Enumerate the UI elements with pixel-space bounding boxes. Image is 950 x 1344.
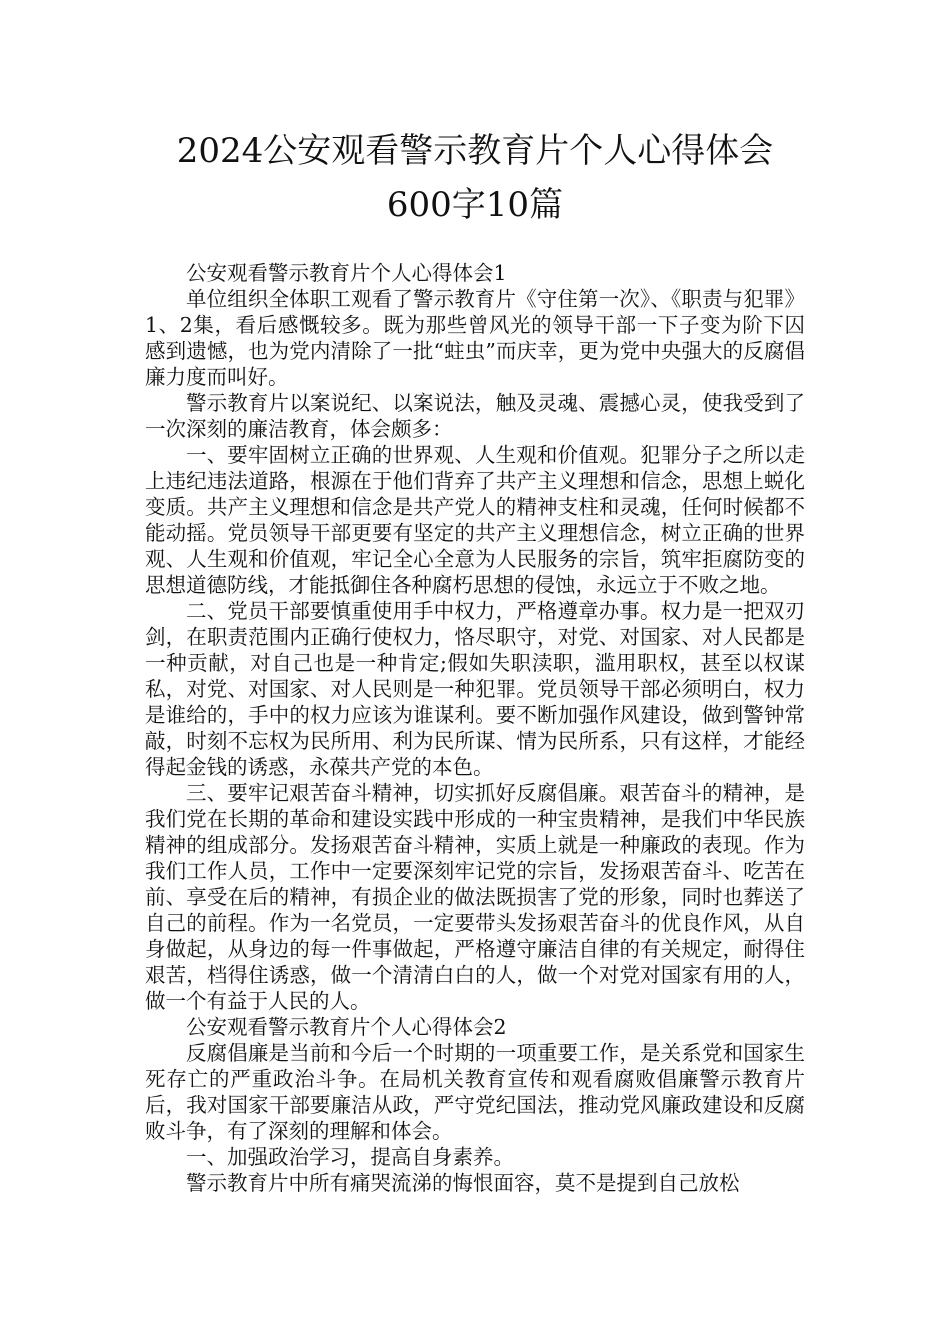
document-title [145, 124, 805, 232]
section-heading-2: 公安观看警示教育片个人心得体会2 [186, 1015, 507, 1039]
title-line-2: 600字10篇 [386, 185, 564, 225]
body-paragraph: 单位组织全体职工观看了警示教育片《守住第一次》、《职责与犯罪》1、2集，看后感慨较多。既为那些曾风光的领导干部一下子变为阶下囚感到遗憾，也为党内清除了一批“蛀虫”而庆幸，更为党中央强大的反腐倡廉力度而叫好。 [145, 287, 805, 389]
body-paragraph: 一、要牢固树立正确的世界观、人生观和价值观。犯罪分子之所以走上违纪违法道路，根源在于他们背弃了共产主义理想和信念，思想上蜕化变质。共产主义理想和信念是共产党人的精神支柱和灵魂，任何时候都不能动摇。党员领导干部更要有坚定的共产主义理想信念，树立正确的世界观、人生观和价值观，牢记全心全意为人民服务的宗旨，筑牢拒腐防变的思想道德防线，才能抵御住各种腐朽思想的侵蚀，永远立于不败之地。 [145, 443, 805, 597]
body-paragraph: 反腐倡廉是当前和今后一个时期的一项重要工作，是关系党和国家生死存亡的严重政治斗争。在局机关教育宣传和观看腐败倡廉警示教育片后，我对国家干部要廉洁从政，严守党纪国法，推动党风廉政建设和反腐败斗争，有了深刻的理解和体会。 [145, 1041, 805, 1143]
body-paragraph: 警示教育片以案说纪、以案说法，触及灵魂、震撼心灵，使我受到了一次深刻的廉洁教育，体会颇多： [145, 391, 805, 441]
body-paragraph: 二、党员干部要慎重使用手中权力，严格遵章办事。权力是一把双刃剑，在职责范围内正确行使权力，恪尽职守，对党、对国家、对人民都是一种贡献，对自己也是一种肯定;假如失职渎职，滥用职权，甚至以权谋私，对党、对国家、对人民则是一种犯罪。党员领导干部必须明白，权力是谁给的，手中的权力应该为谁谋利。要不断加强作风建设，做到警钟常敲，时刻不忘权为民所用、利为民所谋、情为民所系，只有这样，才能经得起金钱的诱惑，永葆共产党的本色。 [145, 599, 805, 779]
body-paragraph: 警示教育片中所有痛哭流涕的悔恨面容，莫不是提到自己放松 [186, 1171, 740, 1195]
document-page [145, 124, 805, 1196]
body-paragraph: 一、加强政治学习，提高自身素养。 [186, 1145, 514, 1169]
document-body [145, 260, 805, 1196]
title-line-1: 2024公安观看警示教育片个人心得体会 [176, 131, 774, 171]
section-heading-1: 公安观看警示教育片个人心得体会1 [186, 261, 507, 285]
body-paragraph: 三、要牢记艰苦奋斗精神，切实抓好反腐倡廉。艰苦奋斗的精神，是我们党在长期的革命和建设实践中形成的一种宝贵精神，是我们中华民族精神的组成部分。发扬艰苦奋斗精神，实质上就是一种廉政的表现。作为我们工作人员，工作中一定要深刻牢记党的宗旨，发扬艰苦奋斗、吃苦在前、享受在后的精神，有损企业的做法既损害了党的形象，同时也葬送了自己的前程。作为一名党员，一定要带头发扬艰苦奋斗的优良作风，从自身做起，从身边的每一件事做起，严格遵守廉洁自律的有关规定，耐得住艰苦，档得住诱惑，做一个清清白白的人，做一个对党对国家有用的人，做一个有益于人民的人。 [145, 781, 805, 1013]
